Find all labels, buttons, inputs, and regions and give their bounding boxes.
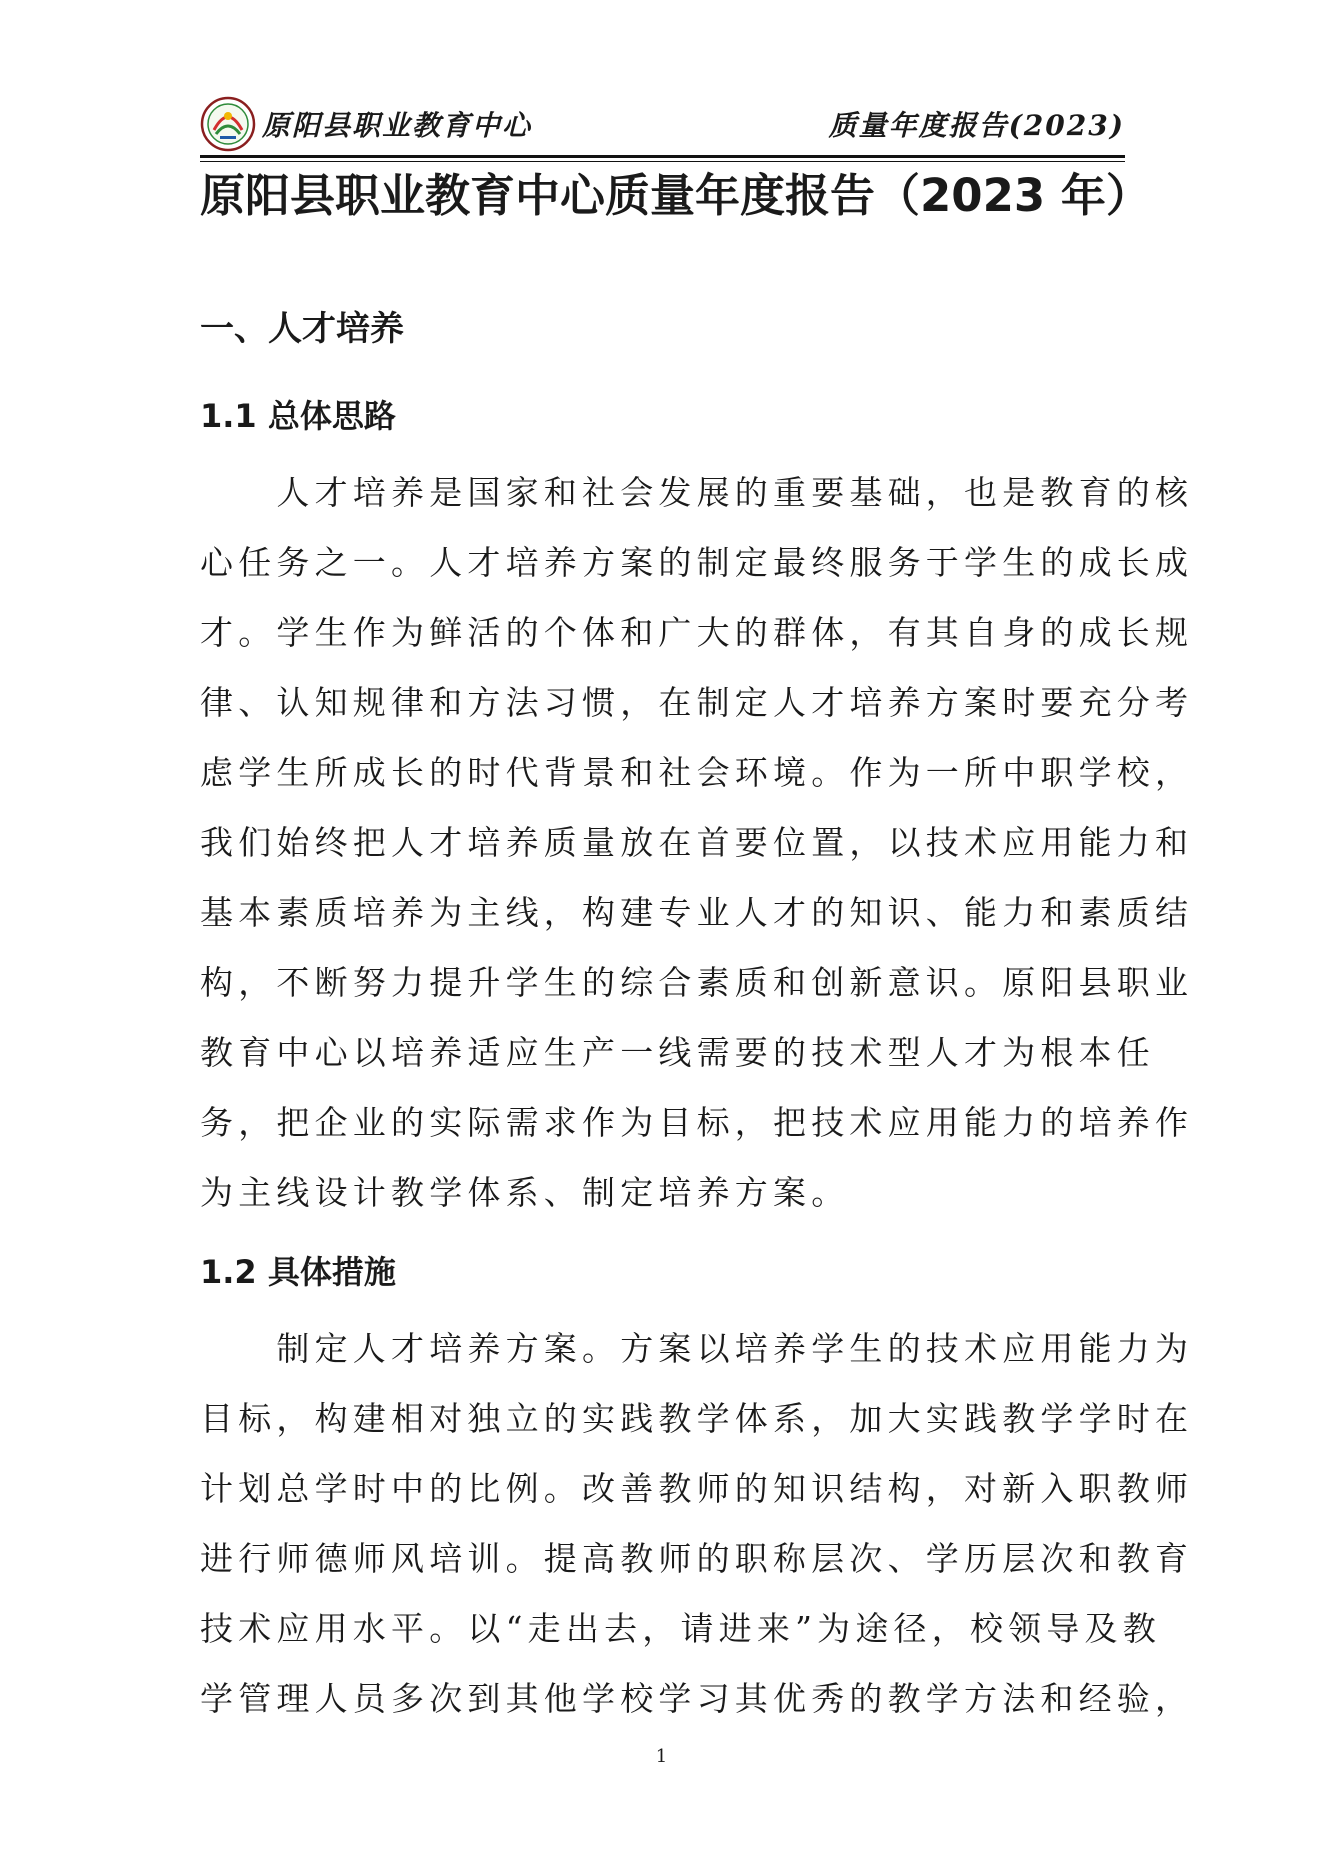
text-line: 构，不断努力提升学生的综合素质和创新意识。原阳县职业 [200,963,1194,1002]
header-report-label: 质量年度报告(2023) [828,109,1125,142]
text-line: 我们始终把人才培养质量放在首要位置，以技术应用能力和 [200,823,1194,862]
section-heading-talent-training: 一、人才培养 [200,309,404,349]
text-line: 基本素质培养为主线，构建专业人才的知识、能力和素质结 [200,893,1194,932]
text-line: 目标，构建相对独立的实践教学体系，加大实践教学学时在 [200,1399,1194,1438]
paragraph-specific-measures [200,1314,1194,1734]
school-logo-icon [200,96,256,152]
header-school-name: 原阳县职业教育中心 [262,109,533,142]
header-divider-thick [200,155,1125,158]
text-line: 心任务之一。人才培养方案的制定最终服务于学生的成长成 [200,543,1194,582]
text-line: 人才培养是国家和社会发展的重要基础，也是教育的核 [200,473,1194,512]
text-line: 学管理人员多次到其他学校学习其优秀的教学方法和经验， [200,1679,1194,1718]
subsection-heading-specific-measures: 1.2 具体措施 [200,1253,396,1291]
text-line: 制定人才培养方案。方案以培养学生的技术应用能力为 [200,1329,1194,1368]
text-line: 教育中心以培养适应生产一线需要的技术型人才为根本任 [200,1033,1155,1072]
text-line: 进行师德师风培训。提高教师的职称层次、学历层次和教育 [200,1539,1194,1578]
text-line: 计划总学时中的比例。改善教师的知识结构，对新入职教师 [200,1469,1194,1508]
document-title: 原阳县职业教育中心质量年度报告（2023 年） [200,169,1151,222]
paragraph-overall-approach [200,458,1194,1228]
text-line: 虑学生所成长的时代背景和社会环境。作为一所中职学校， [200,753,1194,792]
header-divider-thin [200,161,1125,162]
text-line: 务，把企业的实际需求作为目标，把技术应用能力的培养作 [200,1103,1194,1142]
text-line: 才。学生作为鲜活的个体和广大的群体，有其自身的成长规 [200,613,1194,652]
text-line: 律、认知规律和方法习惯，在制定人才培养方案时要充分考 [200,683,1194,722]
text-line: 为主线设计教学体系、制定培养方案。 [200,1173,850,1212]
subsection-heading-overall-approach: 1.1 总体思路 [200,397,396,435]
page-header [200,94,1125,150]
text-line: 技术应用水平。以“走出去，请进来”为途径，校领导及教 [200,1609,1161,1648]
page-number: 1 [655,1746,668,1767]
